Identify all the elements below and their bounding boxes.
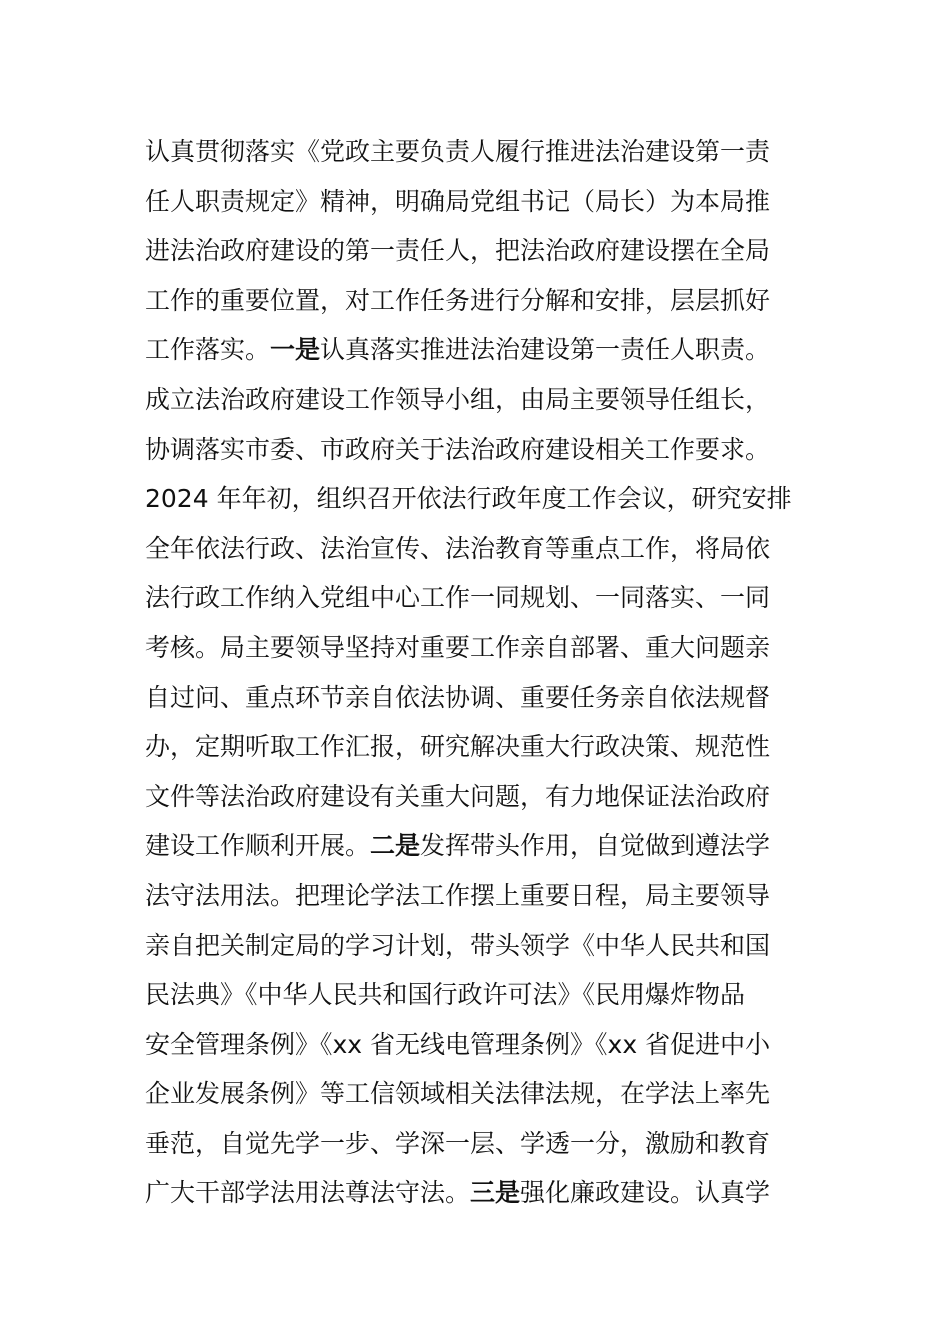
text-run: 广大干部学法用法尊法守法。 <box>145 1178 471 1208</box>
text-line: 认真贯彻落实《党政主要负责人履行推进法治建设第一责 <box>145 137 771 166</box>
text-line: 成立法治政府建设工作领导小组，由局主要领导任组长， <box>145 384 771 414</box>
text-run: 强化廉政建设。认真学 <box>520 1178 771 1208</box>
emphasis-text: 二是 <box>370 831 421 861</box>
emphasis-text: 一是 <box>270 335 321 365</box>
text-run: 工作落实。 <box>145 335 271 365</box>
text-line: 企业发展条例》等工信领域相关法律法规，在学法上率先 <box>145 1079 771 1109</box>
text-line: 办，定期听取工作汇报，研究解决重大行政决策、规范性 <box>145 732 771 762</box>
emphasis-text: 三是 <box>470 1178 521 1208</box>
text-run: 建设工作顺利开展。 <box>145 831 371 861</box>
text-line: 亲自把关制定局的学习计划，带头领学《中华人民共和国 <box>145 930 771 960</box>
text-line: 法守法用法。把理论学法工作摆上重要日程，局主要领导 <box>145 880 771 910</box>
text-line: 文件等法治政府建设有关重大问题，有力地保证法治政府 <box>145 781 771 811</box>
text-line: 民法典》《中华人民共和国行政许可法》《民用爆炸物品 <box>145 980 746 1010</box>
text-line: 自过问、重点环节亲自依法协调、重要任务亲自依法规督 <box>145 682 771 712</box>
text-run: 认真落实推进法治建设第一责任人职责。 <box>320 335 771 365</box>
text-line: 进法治政府建设的第一责任人，把法治政府建设摆在全局 <box>145 236 771 266</box>
text-line <box>145 821 825 871</box>
text-line <box>145 1168 825 1218</box>
text-line: 法行政工作纳入党组中心工作一同规划、一同落实、一同 <box>145 583 771 613</box>
text-line: 安全管理条例》《xx 省无线电管理条例》《xx 省促进中小 <box>145 1029 771 1059</box>
text-line: 协调落实市委、市政府关于法治政府建设相关工作要求。 <box>145 434 771 464</box>
text-line <box>145 325 825 375</box>
text-line: 全年依法行政、法治宣传、法治教育等重点工作，将局依 <box>145 533 771 563</box>
body-paragraph <box>145 127 825 1218</box>
text-line: 2024 年年初，组织召开依法行政年度工作会议，研究安排 <box>145 484 792 514</box>
text-line: 工作的重要位置，对工作任务进行分解和安排，层层抓好 <box>145 285 771 315</box>
text-line: 垂范，自觉先学一步、学深一层、学透一分，激励和教育 <box>145 1128 771 1158</box>
text-line: 任人职责规定》精神，明确局党组书记（局长）为本局推 <box>145 186 771 216</box>
text-run: 发挥带头作用，自觉做到遵法学 <box>420 831 771 861</box>
text-line: 考核。局主要领导坚持对重要工作亲自部署、重大问题亲 <box>145 632 771 662</box>
